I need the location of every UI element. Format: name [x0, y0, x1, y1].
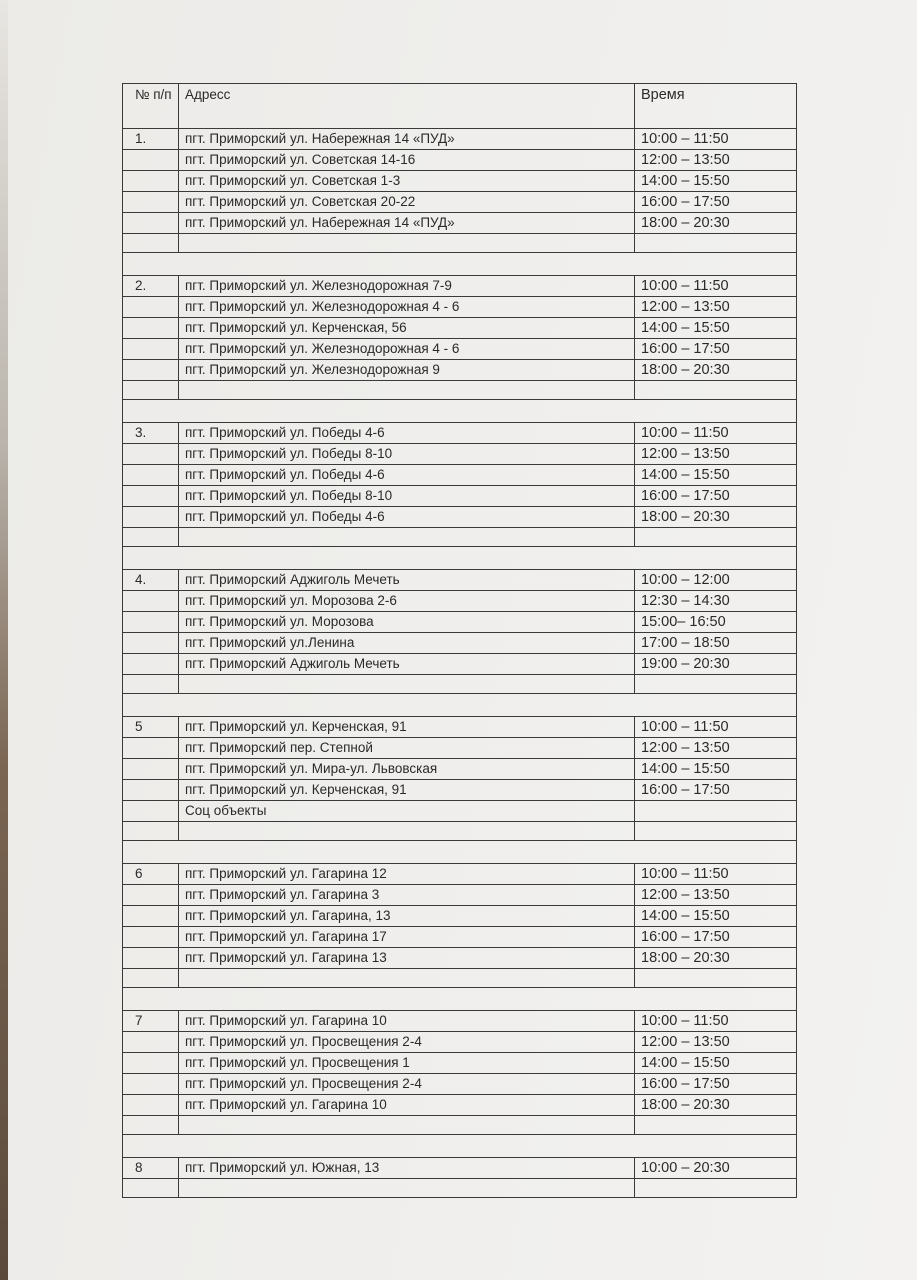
blank-cell	[635, 381, 797, 400]
time-cell: 10:00 – 11:50	[635, 864, 797, 885]
blank-row	[123, 234, 797, 253]
blank-cell	[179, 675, 635, 694]
address-cell: пгт. Приморский ул. Просвещения 2-4	[179, 1032, 635, 1053]
table-row	[123, 192, 797, 213]
table-row	[123, 906, 797, 927]
time-cell: 16:00 – 17:50	[635, 780, 797, 801]
row-number	[123, 759, 179, 780]
address-cell: пгт. Приморский ул. Керченская, 91	[179, 780, 635, 801]
blank-cell	[123, 234, 179, 253]
time-cell: 10:00 – 11:50	[635, 276, 797, 297]
address-cell: пгт. Приморский ул. Железнодорожная 9	[179, 360, 635, 381]
blank-row	[123, 381, 797, 400]
address-cell: пгт. Приморский ул. Гагарина 10	[179, 1095, 635, 1116]
address-cell: пгт. Приморский ул. Гагарина 10	[179, 1011, 635, 1032]
address-cell: пгт. Приморский ул. Гагарина 12	[179, 864, 635, 885]
time-cell: 15:00– 16:50	[635, 612, 797, 633]
table-row	[123, 1032, 797, 1053]
address-cell: пгт. Приморский ул. Набережная 14 «ПУД»	[179, 129, 635, 150]
address-cell: пгт. Приморский Аджиголь Мечеть	[179, 570, 635, 591]
time-cell: 18:00 – 20:30	[635, 1095, 797, 1116]
schedule-body	[123, 84, 797, 1198]
table-row	[123, 339, 797, 360]
separator-row	[123, 547, 797, 570]
time-cell	[635, 801, 797, 822]
table-row	[123, 948, 797, 969]
table-row	[123, 927, 797, 948]
table-row	[123, 1095, 797, 1116]
blank-cell	[179, 528, 635, 547]
address-cell: пгт. Приморский пер. Степной	[179, 738, 635, 759]
blank-row	[123, 1179, 797, 1198]
row-number: 1.	[123, 129, 179, 150]
table-row	[123, 885, 797, 906]
table-row	[123, 633, 797, 654]
row-number	[123, 213, 179, 234]
address-cell: пгт. Приморский ул. Победы 4-6	[179, 465, 635, 486]
row-number	[123, 1053, 179, 1074]
blank-cell	[635, 234, 797, 253]
address-cell: пгт. Приморский ул. Просвещения 1	[179, 1053, 635, 1074]
table-row	[123, 612, 797, 633]
separator-cell	[123, 400, 797, 423]
time-cell: 12:00 – 13:50	[635, 150, 797, 171]
blank-cell	[123, 822, 179, 841]
time-cell: 14:00 – 15:50	[635, 906, 797, 927]
address-cell: пгт. Приморский ул. Гагарина 3	[179, 885, 635, 906]
time-cell: 14:00 – 15:50	[635, 1053, 797, 1074]
row-number	[123, 507, 179, 528]
row-number	[123, 633, 179, 654]
row-number	[123, 150, 179, 171]
address-cell: пгт. Приморский ул. Гагарина 17	[179, 927, 635, 948]
blank-cell	[179, 1116, 635, 1135]
separator-cell	[123, 841, 797, 864]
address-cell: пгт. Приморский ул. Победы 4-6	[179, 507, 635, 528]
separator-cell	[123, 547, 797, 570]
header-num: № п/п	[123, 84, 179, 129]
time-cell: 12:30 – 14:30	[635, 591, 797, 612]
time-cell: 16:00 – 17:50	[635, 1074, 797, 1095]
separator-cell	[123, 988, 797, 1011]
table-row	[123, 213, 797, 234]
row-number	[123, 1095, 179, 1116]
blank-cell	[635, 675, 797, 694]
table-row	[123, 150, 797, 171]
row-number	[123, 948, 179, 969]
table-row	[123, 444, 797, 465]
address-cell: пгт. Приморский ул. Гагарина 13	[179, 948, 635, 969]
time-cell: 18:00 – 20:30	[635, 213, 797, 234]
table-row	[123, 759, 797, 780]
separator-row	[123, 1135, 797, 1158]
address-cell: пгт. Приморский ул. Железнодорожная 7-9	[179, 276, 635, 297]
blank-cell	[635, 822, 797, 841]
address-cell: пгт. Приморский ул. Советская 14-16	[179, 150, 635, 171]
blank-cell	[635, 1116, 797, 1135]
table-row	[123, 654, 797, 675]
separator-row	[123, 253, 797, 276]
row-number	[123, 486, 179, 507]
address-cell: пгт. Приморский ул. Советская 20-22	[179, 192, 635, 213]
address-cell: пгт. Приморский ул. Железнодорожная 4 - 6	[179, 339, 635, 360]
address-cell: пгт. Приморский ул. Победы 8-10	[179, 486, 635, 507]
row-number	[123, 927, 179, 948]
row-number	[123, 1032, 179, 1053]
row-number	[123, 738, 179, 759]
table-row	[123, 1011, 797, 1032]
time-cell: 10:00 – 12:00	[635, 570, 797, 591]
time-cell: 14:00 – 15:50	[635, 171, 797, 192]
blank-cell	[123, 381, 179, 400]
blank-cell	[179, 969, 635, 988]
row-number: 7	[123, 1011, 179, 1032]
time-cell: 14:00 – 15:50	[635, 759, 797, 780]
row-number	[123, 780, 179, 801]
blank-row	[123, 528, 797, 547]
time-cell: 16:00 – 17:50	[635, 486, 797, 507]
time-cell: 14:00 – 15:50	[635, 465, 797, 486]
time-cell: 12:00 – 13:50	[635, 297, 797, 318]
time-cell: 12:00 – 13:50	[635, 738, 797, 759]
row-number	[123, 339, 179, 360]
table-row	[123, 297, 797, 318]
address-cell: пгт. Приморский ул. Морозова 2-6	[179, 591, 635, 612]
blank-cell	[635, 528, 797, 547]
table-row	[123, 1074, 797, 1095]
table-row	[123, 276, 797, 297]
address-cell: пгт. Приморский ул. Железнодорожная 4 - 6	[179, 297, 635, 318]
row-number	[123, 465, 179, 486]
table-row	[123, 486, 797, 507]
table-row	[123, 318, 797, 339]
row-number	[123, 885, 179, 906]
address-cell: пгт. Приморский ул. Победы 8-10	[179, 444, 635, 465]
time-cell: 17:00 – 18:50	[635, 633, 797, 654]
blank-cell	[179, 822, 635, 841]
row-number	[123, 360, 179, 381]
row-number	[123, 654, 179, 675]
blank-cell	[635, 1179, 797, 1198]
blank-cell	[179, 1179, 635, 1198]
table-row	[123, 801, 797, 822]
time-cell: 19:00 – 20:30	[635, 654, 797, 675]
table-row	[123, 717, 797, 738]
address-cell: пгт. Приморский ул. Морозова	[179, 612, 635, 633]
blank-cell	[179, 381, 635, 400]
row-number: 2.	[123, 276, 179, 297]
table-row	[123, 780, 797, 801]
table-row	[123, 171, 797, 192]
blank-cell	[179, 234, 635, 253]
address-cell: пгт. Приморский ул. Гагарина, 13	[179, 906, 635, 927]
table-row	[123, 1158, 797, 1179]
time-cell: 16:00 – 17:50	[635, 192, 797, 213]
blank-cell	[123, 675, 179, 694]
blank-cell	[123, 1116, 179, 1135]
table-row	[123, 465, 797, 486]
address-cell: пгт. Приморский ул. Просвещения 2-4	[179, 1074, 635, 1095]
row-number	[123, 801, 179, 822]
background-edge	[0, 0, 8, 1280]
address-cell: пгт. Приморский ул.Ленина	[179, 633, 635, 654]
table-row	[123, 423, 797, 444]
header-time: Время	[635, 84, 797, 129]
table-row	[123, 864, 797, 885]
table-row	[123, 1053, 797, 1074]
table-row	[123, 507, 797, 528]
table-row	[123, 738, 797, 759]
blank-cell	[123, 528, 179, 547]
row-number	[123, 318, 179, 339]
blank-cell	[635, 969, 797, 988]
address-cell: пгт. Приморский ул. Советская 1-3	[179, 171, 635, 192]
address-cell: пгт. Приморский ул. Южная, 13	[179, 1158, 635, 1179]
address-cell: Соц объекты	[179, 801, 635, 822]
blank-row	[123, 969, 797, 988]
row-number	[123, 612, 179, 633]
row-number: 3.	[123, 423, 179, 444]
blank-row	[123, 1116, 797, 1135]
address-cell: пгт. Приморский ул. Набережная 14 «ПУД»	[179, 213, 635, 234]
row-number: 6	[123, 864, 179, 885]
address-cell: пгт. Приморский ул. Мира-ул. Львовская	[179, 759, 635, 780]
address-cell: пгт. Приморский Аджиголь Мечеть	[179, 654, 635, 675]
time-cell: 18:00 – 20:30	[635, 948, 797, 969]
separator-row	[123, 694, 797, 717]
row-number	[123, 171, 179, 192]
table-row	[123, 591, 797, 612]
time-cell: 10:00 – 11:50	[635, 1011, 797, 1032]
table-row	[123, 129, 797, 150]
address-cell: пгт. Приморский ул. Керченская, 91	[179, 717, 635, 738]
time-cell: 14:00 – 15:50	[635, 318, 797, 339]
row-number: 8	[123, 1158, 179, 1179]
row-number	[123, 297, 179, 318]
row-number	[123, 1074, 179, 1095]
row-number	[123, 906, 179, 927]
time-cell: 16:00 – 17:50	[635, 927, 797, 948]
time-cell: 18:00 – 20:30	[635, 360, 797, 381]
table-row	[123, 570, 797, 591]
time-cell: 12:00 – 13:50	[635, 1032, 797, 1053]
row-number: 4.	[123, 570, 179, 591]
time-cell: 18:00 – 20:30	[635, 507, 797, 528]
address-cell: пгт. Приморский ул. Керченская, 56	[179, 318, 635, 339]
row-number	[123, 192, 179, 213]
table-row	[123, 360, 797, 381]
row-number	[123, 591, 179, 612]
separator-cell	[123, 1135, 797, 1158]
address-cell: пгт. Приморский ул. Победы 4-6	[179, 423, 635, 444]
header-address: Адресс	[179, 84, 635, 129]
time-cell: 16:00 – 17:50	[635, 339, 797, 360]
time-cell: 12:00 – 13:50	[635, 444, 797, 465]
time-cell: 12:00 – 13:50	[635, 885, 797, 906]
row-number	[123, 444, 179, 465]
time-cell: 10:00 – 11:50	[635, 423, 797, 444]
table-header-row	[123, 84, 797, 129]
blank-row	[123, 675, 797, 694]
time-cell: 10:00 – 11:50	[635, 129, 797, 150]
blank-cell	[123, 969, 179, 988]
separator-row	[123, 400, 797, 423]
row-number: 5	[123, 717, 179, 738]
separator-cell	[123, 694, 797, 717]
time-cell: 10:00 – 11:50	[635, 717, 797, 738]
blank-cell	[123, 1179, 179, 1198]
schedule-table	[122, 83, 797, 1198]
separator-row	[123, 841, 797, 864]
separator-row	[123, 988, 797, 1011]
blank-row	[123, 822, 797, 841]
separator-cell	[123, 253, 797, 276]
time-cell: 10:00 – 20:30	[635, 1158, 797, 1179]
